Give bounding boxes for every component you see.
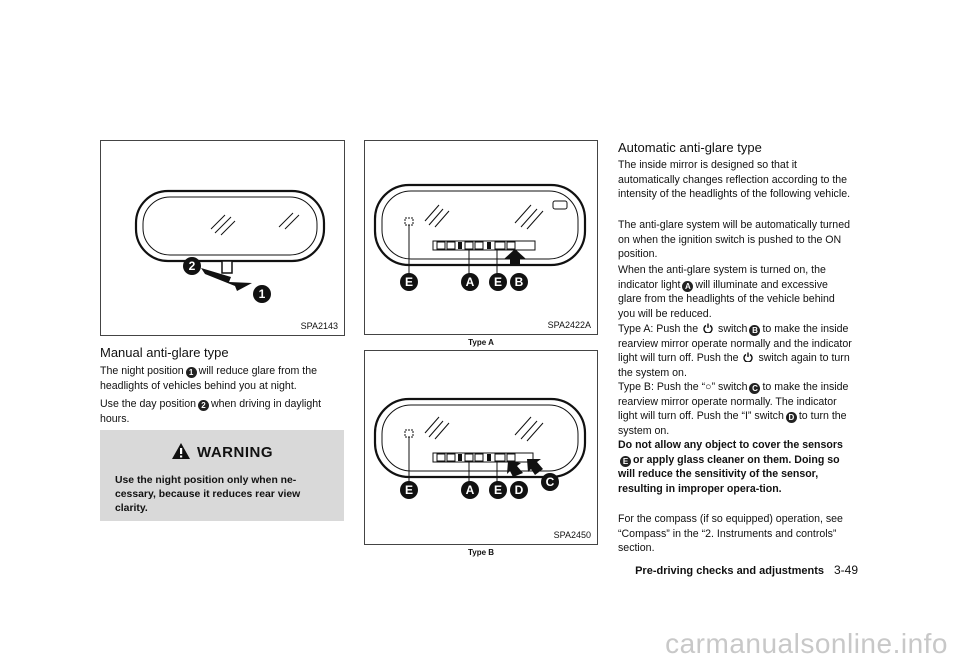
watermark: carmanualsonline.info bbox=[665, 628, 948, 659]
text-fragment: to turn the system on. bbox=[618, 410, 847, 437]
page-number: 3-49 bbox=[833, 563, 858, 577]
power-icon bbox=[703, 323, 713, 333]
text-fragment: to make the inside rearview mirror operate normally. The indicator light will turn off. Push the “I” switch bbox=[618, 381, 849, 422]
marker-c: C bbox=[541, 473, 559, 491]
warning-title bbox=[100, 442, 344, 461]
figure-caption-type-a: Type A bbox=[468, 338, 494, 347]
manual-paragraph-1 bbox=[100, 364, 346, 393]
power-icon bbox=[743, 352, 753, 362]
warning-triangle-icon bbox=[171, 442, 191, 460]
marker-e: E bbox=[400, 273, 418, 291]
text-fragment: switch bbox=[718, 323, 748, 335]
figure-caption-type-b: Type B bbox=[467, 548, 495, 557]
text-fragment: When the anti-glare system is turned on, the indicator light bbox=[618, 264, 826, 291]
text-fragment: The night position bbox=[100, 365, 184, 377]
ref-b-badge: B bbox=[749, 325, 760, 336]
text-fragment: Do not allow any object to cover the sensors bbox=[618, 439, 843, 451]
figure-manual-mirror bbox=[100, 140, 345, 336]
warning-title-text: WARNING bbox=[197, 444, 273, 461]
marker-1: 1 bbox=[253, 285, 271, 303]
warning-text: Use the night position only when ne-cessary, because it reduces rear view clarity. bbox=[115, 475, 301, 514]
auto-paragraph-2: The anti-glare system will be automatically turned on when the ignition switch is pushed to the ON position. bbox=[618, 219, 850, 260]
marker-2: 2 bbox=[183, 257, 201, 275]
marker-e: E bbox=[489, 481, 507, 499]
warning-box bbox=[100, 430, 344, 521]
text-fragment: ” switch bbox=[711, 381, 748, 393]
marker-d: D bbox=[510, 481, 528, 499]
footer-section-title: Pre-driving checks and adjustments bbox=[635, 565, 824, 577]
auto-paragraph-5 bbox=[618, 380, 853, 438]
text-fragment: will reduce glare from the headlights of vehicles behind you at night. bbox=[100, 365, 317, 392]
figure-type-a-mirror bbox=[364, 140, 598, 335]
marker-e: E bbox=[400, 481, 418, 499]
figure-code: SPA2450 bbox=[553, 530, 591, 540]
ref-e-badge: E bbox=[620, 456, 631, 467]
text-fragment: will illuminate and excessive glare from the headlights of the vehicle behind you will be reduced. bbox=[618, 278, 835, 320]
ref-a-badge: A bbox=[682, 281, 693, 292]
figure-code: SPA2143 bbox=[300, 321, 338, 331]
auto-paragraph-6 bbox=[618, 438, 853, 496]
auto-paragraph-4 bbox=[618, 322, 853, 380]
circle-symbol: ○ bbox=[705, 381, 712, 393]
marker-a: A bbox=[461, 273, 479, 291]
manual-heading: Manual anti-glare type bbox=[100, 345, 229, 360]
marker-b: B bbox=[510, 273, 528, 291]
marker-a: A bbox=[461, 481, 479, 499]
ref-2-badge: 2 bbox=[198, 400, 209, 411]
text-fragment: Use the day position bbox=[100, 398, 196, 410]
text-fragment: when driving in daylight hours. bbox=[100, 398, 322, 425]
ref-d-badge: D bbox=[786, 412, 797, 423]
type-a-mirror-illustration bbox=[365, 141, 597, 334]
page-footer bbox=[635, 563, 858, 577]
auto-paragraph-7: For the compass (if so equipped) operation, see “Compass” in the “2. Instruments and controls” section. bbox=[618, 513, 843, 554]
ref-c-badge: C bbox=[749, 383, 760, 394]
text-fragment: to make the inside rearview mirror operate normally and the indicator light will turn off. Push the bbox=[618, 323, 852, 364]
text-fragment: Type A: Push the bbox=[618, 323, 699, 335]
text-fragment: switch again to turn the system on. bbox=[618, 352, 850, 379]
figure-code: SPA2422A bbox=[547, 320, 591, 330]
text-fragment: or apply glass cleaner on them. Doing so will reduce the sensitivity of the sensor, resulting in improper opera-tion. bbox=[618, 453, 840, 495]
manual-paragraph-2 bbox=[100, 397, 346, 426]
ref-1-badge: 1 bbox=[186, 367, 197, 378]
type-b-mirror-illustration bbox=[365, 351, 597, 544]
text-fragment: Type B: Push the “ bbox=[618, 381, 706, 393]
auto-heading: Automatic anti-glare type bbox=[618, 140, 762, 155]
auto-paragraph-1: The inside mirror is designed so that it automatically changes reflection according to the intensity of the headlights of the following vehicle. bbox=[618, 159, 851, 200]
manual-mirror-illustration bbox=[101, 141, 344, 335]
marker-e: E bbox=[489, 273, 507, 291]
auto-paragraph-3 bbox=[618, 263, 853, 321]
figure-type-b-mirror bbox=[364, 350, 598, 545]
